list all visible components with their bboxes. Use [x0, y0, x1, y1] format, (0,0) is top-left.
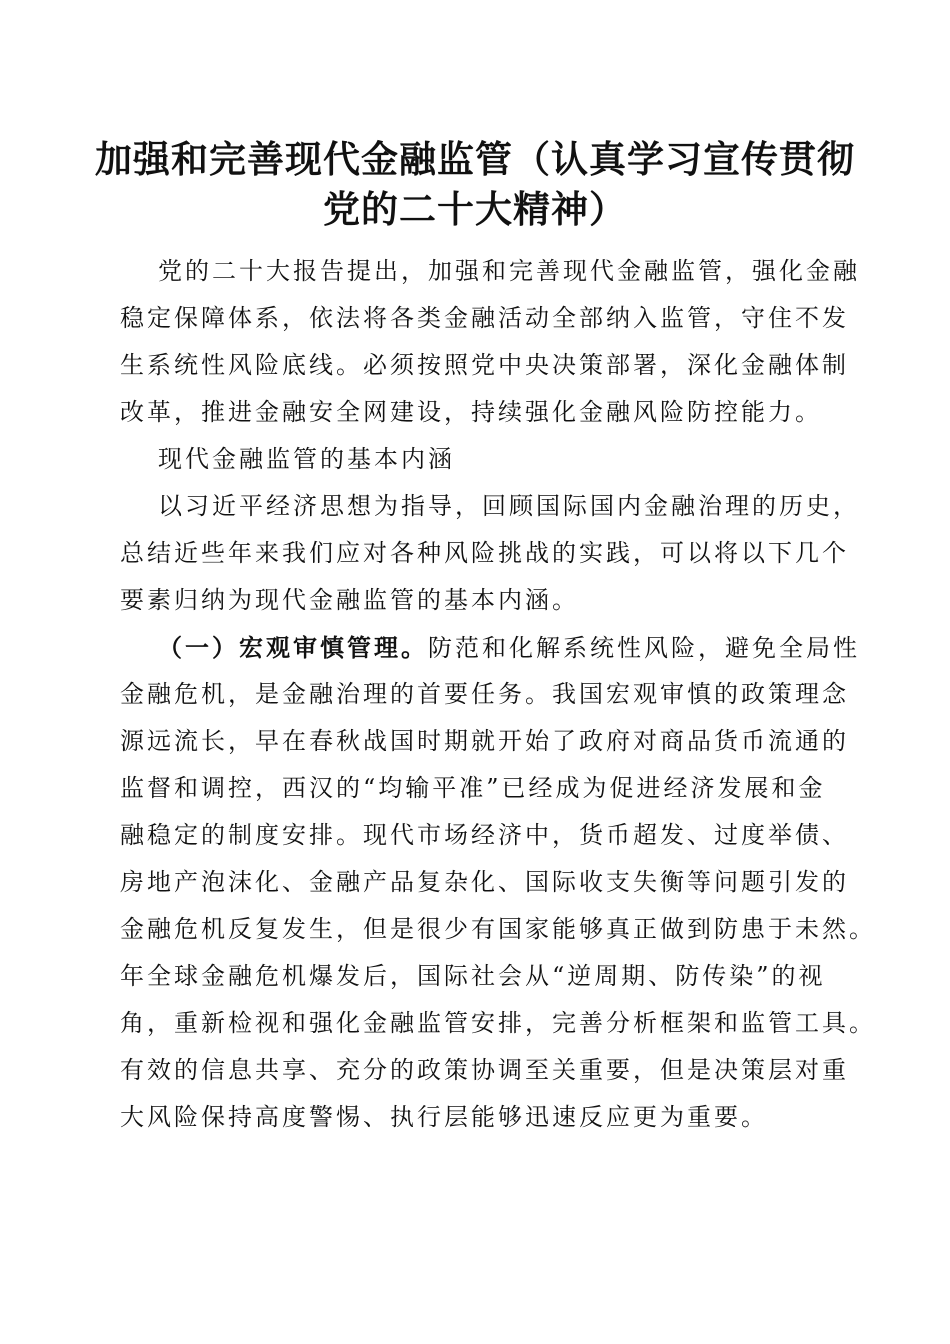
text-line: 改革，推进金融安全网建设，持续强化金融风险防控能力。: [120, 398, 822, 426]
text-line: 年全球金融危机爆发后，国际社会从“逆周期、防传染”的视: [120, 962, 826, 990]
text-line: 总结近些年来我们应对各种风险挑战的实践，可以将以下几个: [120, 539, 849, 567]
title-line: 党的二十大精神）: [323, 187, 627, 231]
paragraph-lead: （一）宏观审慎管理。: [158, 633, 428, 662]
paragraph-lead-rest: 防范和化解系统性风险，避免全局性: [428, 634, 860, 662]
text-line: 监督和调控，西汉的“均输平准”已经成为促进经济发展和金: [120, 774, 826, 802]
text-line: 角，重新检视和强化金融监管安排，完善分析框架和监管工具。: [120, 1009, 876, 1037]
text-line: 金融危机反复发生，但是很少有国家能够真正做到防患于未然。: [120, 915, 876, 943]
text-line: 大风险保持高度警惕、执行层能够迅速反应更为重要。: [120, 1103, 768, 1131]
paragraph-basic-connotation: [120, 483, 860, 624]
text-line: 稳定保障体系，依法将各类金融活动全部纳入监管，守住不发: [120, 304, 849, 332]
section-heading: 现代金融监管的基本内涵: [158, 445, 455, 473]
text-line: 党的二十大报告提出，加强和完善现代金融监管，强化金融: [158, 257, 860, 285]
text-line: 源远流长，早在春秋战国时期就开始了政府对商品货币流通的: [120, 727, 849, 755]
text-line: 有效的信息共享、充分的政策协调至关重要，但是决策层对重: [120, 1056, 849, 1084]
text-line: 生系统性风险底线。必须按照党中央决策部署，深化金融体制: [120, 351, 849, 379]
text-line: 以习近平经济思想为指导，回顾国际国内金融治理的历史，: [158, 492, 860, 520]
paragraph-intro: [120, 248, 860, 436]
text-line: [120, 624, 860, 671]
text-line: 房地产泡沫化、金融产品复杂化、国际收支失衡等问题引发的: [120, 868, 849, 896]
document-title: [60, 134, 890, 234]
document-body: [120, 248, 876, 1141]
text-line: 金融危机，是金融治理的首要任务。我国宏观审慎的政策理念: [120, 680, 849, 708]
text-line: 要素归纳为现代金融监管的基本内涵。: [120, 586, 579, 614]
text-line: 融稳定的制度安排。现代市场经济中，货币超发、过度举债、: [120, 821, 849, 849]
paragraph-macroprudential: [120, 624, 876, 1141]
title-line: 加强和完善现代金融监管（认真学习宣传贯彻: [95, 137, 855, 181]
